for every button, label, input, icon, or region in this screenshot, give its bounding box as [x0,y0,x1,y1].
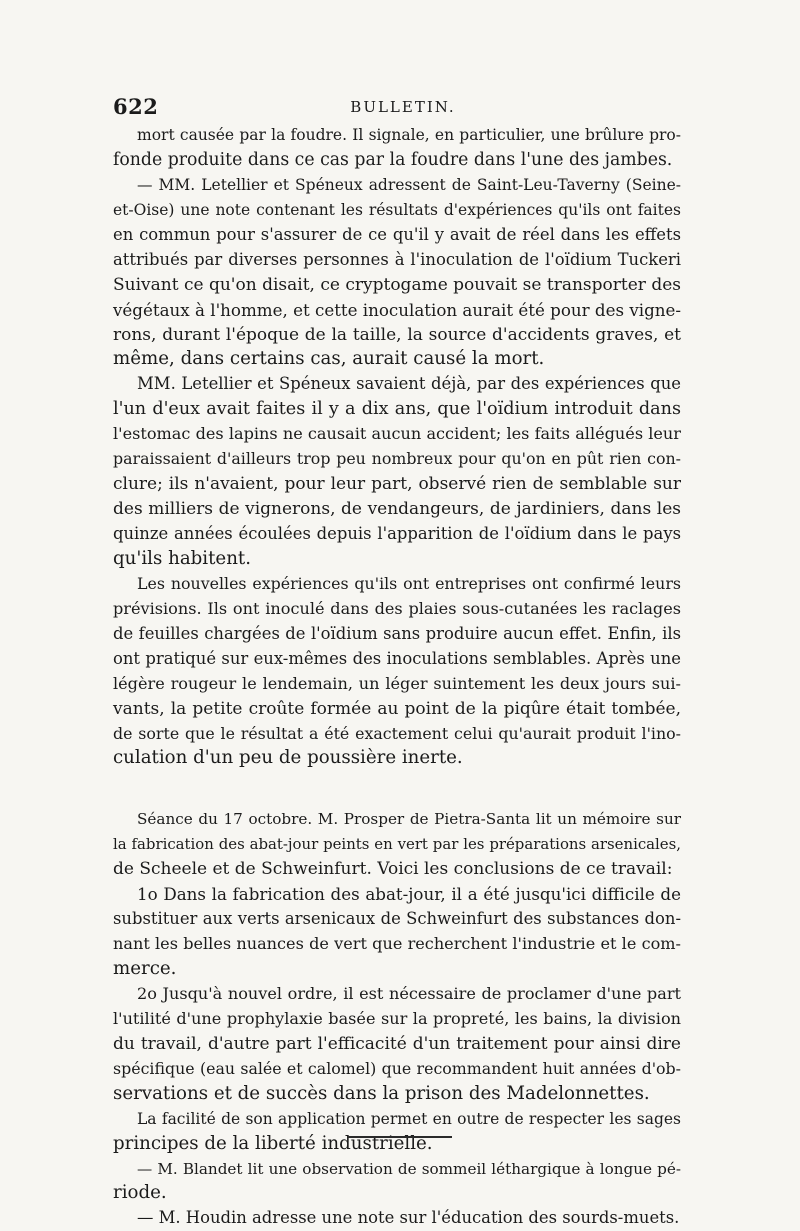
text-line: attribués par diverses personnes à l'inoculation de l'oïdium Tuckeri [113,249,681,269]
paragraph [113,1206,681,1231]
text-line: spécifique (eau salée et calomel) que recommandent huit années d'ob- [113,1058,681,1078]
text-line: la fabrication des abat-jour peints en vert par les préparations arsenicales, [113,835,681,854]
text-line: quinze années écoulées depuis l'apparition de l'oïdium dans le pays [113,524,681,543]
section-end-rule [348,1136,452,1138]
text-line: végétaux à l'homme, et cette inoculation aurait été pour des vigne- [113,299,682,320]
paragraph [113,882,681,982]
text-line: l'utilité d'une prophylaxie basée sur la propreté, les bains, la division [113,1008,681,1028]
text-line: de feuilles chargées de l'oïdium sans produire aucun effet. Enfin, ils [113,623,681,643]
running-title: BULLETIN. [350,98,456,116]
body-text [113,123,681,1231]
text-line: ont pratiqué sur eux-mêmes des inoculations semblables. Après une [113,648,681,668]
text-line: — M. Blandet lit une observation de sommeil léthargique à longue pé- [137,1159,681,1178]
page-number: 622 [113,94,159,119]
text-line: riode. [113,1182,167,1204]
paragraph [113,807,681,882]
text-line: Suivant ce qu'on disait, ce cryptogame pouvait se transporter des [113,274,681,295]
text-line: servations et de succès dans la prison des Madelonnettes. [113,1082,650,1104]
page-header [113,94,693,124]
text-line: paraissaient d'ailleurs trop peu nombreux pour qu'on en pût rien con- [113,449,681,469]
text-line: même, dans certains cas, aurait causé la mort. [113,348,545,370]
text-line: l'un d'eux avait faites il y a dix ans, que l'oïdium introduit dans [113,399,681,420]
paragraph [113,372,681,572]
paragraph [113,1107,681,1157]
text-line: légère rougeur le lendemain, un léger suintement les deux jours sui- [113,673,681,693]
text-line: culation d'un peu de poussière inerte. [113,747,463,769]
text-line: Séance du 17 octobre. M. Prosper de Pietra-Santa lit un mémoire sur [137,810,681,829]
text-line: l'estomac des lapins ne causait aucun accident; les faits allégués leur [113,424,681,444]
text-line: des milliers de vignerons, de vendangeurs, de jardiniers, dans les [113,499,681,520]
text-line: nant les belles nuances de vert que recherchent l'industrie et le com- [113,934,681,954]
text-line: en commun pour s'assurer de ce qu'il y avait de réel dans les effets [113,224,681,244]
text-line: du travail, d'autre part l'efficacité d'un traitement pour ainsi dire [113,1033,681,1054]
paragraph [113,1157,681,1207]
text-line: — MM. Letellier et Spéneux adressent de Saint-Leu-Taverny (Seine- [137,175,681,194]
paragraph [113,173,681,373]
paragraph [113,982,681,1107]
text-line: clure; ils n'avaient, pour leur part, observé rien de semblable sur [113,474,681,495]
text-line: substituer aux verts arsenicaux de Schweinfurt des substances don- [113,909,681,929]
text-line: de sorte que le résultat a été exactement celui qu'aurait produit l'ino- [113,723,681,743]
text-line: 2o Jusqu'à nouvel ordre, il est nécessaire de proclamer d'une part [137,983,681,1003]
paragraph [113,572,681,772]
text-line: prévisions. Ils ont inoculé dans des plaies sous-cutanées les raclages [113,598,681,618]
text-line: vants, la petite croûte formée au point de la piqûre était tombée, [113,698,681,719]
text-line: rons, durant l'époque de la taille, la source d'accidents graves, et [113,324,681,345]
text-line: La facilité de son application permet en outre de respecter les sages [137,1109,681,1128]
text-line: et-Oise) une note contenant les résultats d'expériences qu'ils ont faites [113,200,681,219]
text-line: — M. Houdin adresse une note sur l'éducation des sourds-muets. [137,1208,680,1228]
text-line: principes de la liberté industrielle. [113,1132,433,1154]
text-line: Les nouvelles expériences qu'ils ont entreprises ont confirmé leurs [137,573,681,593]
text-line: MM. Letellier et Spéneux savaient déjà, par des expériences que [137,374,681,394]
text-line: de Scheele et de Schweinfurt. Voici les conclusions de ce travail: [113,859,673,880]
text-line: qu'ils habitent. [113,547,251,569]
text-line: 1o Dans la fabrication des abat-jour, il a été jusqu'ici difficile de [137,884,681,905]
text-line: merce. [113,958,177,979]
paragraph-gap [113,771,681,807]
paragraph [113,123,681,173]
text-line: mort causée par la foudre. Il signale, en particulier, une brûlure pro- [137,126,681,144]
text-line: fonde produite dans ce cas par la foudre dans l'une des jambes. [113,149,673,170]
